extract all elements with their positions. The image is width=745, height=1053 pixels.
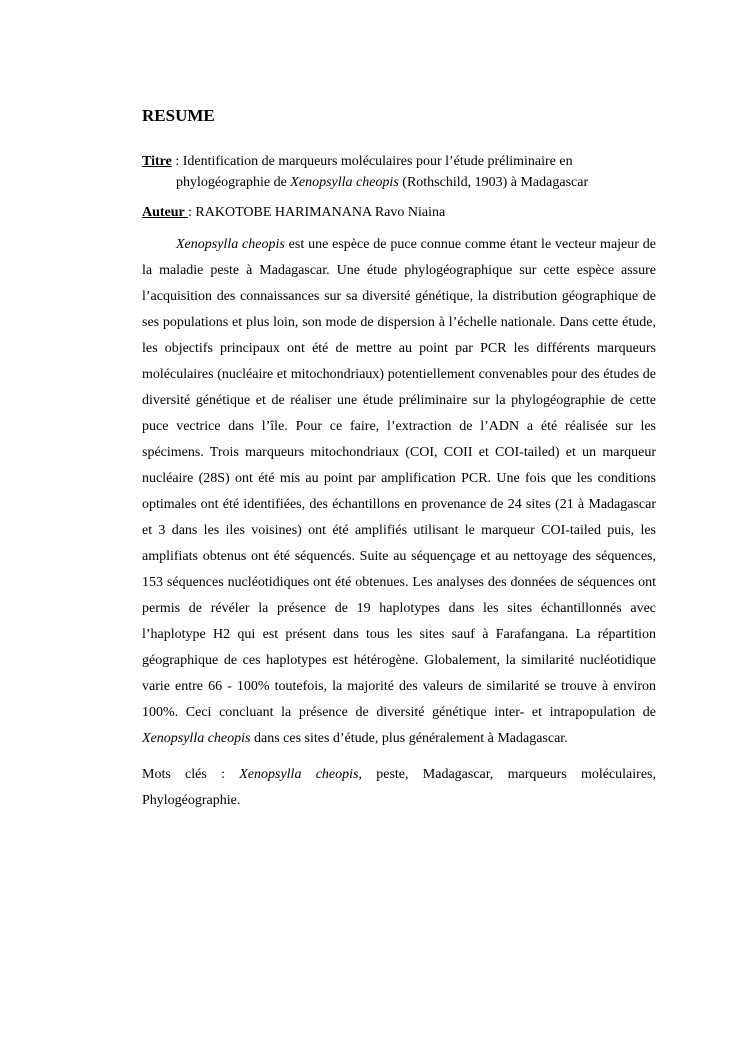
abstract-species-2: Xenopsylla cheopis — [142, 731, 251, 746]
author-separator: : — [188, 205, 196, 220]
abstract-text-2: dans ces sites d’étude, plus généralement à Madagascar. — [250, 731, 568, 746]
page-heading: RESUME — [142, 106, 215, 125]
title-species: Xenopsylla cheopis — [290, 175, 399, 190]
author-name: RAKOTOBE HARIMANANA Ravo Niaina — [195, 205, 446, 220]
title-text-pre: Identification de marqueurs moléculaires pour l’étude préliminaire en phylogéographie de — [176, 154, 573, 190]
abstract-species-1: Xenopsylla cheopis — [176, 237, 285, 252]
document-page — [142, 104, 656, 814]
abstract-text-1: est une espèce de puce connue comme étant le vecteur majeur de la maladie peste à Madagascar. Une étude phylogéographique sur cette espèce assure l’acquisition des connaissances sur sa diversité génétique, la distribution géographique de ses populations et plus loin, son mode de dispersion à l’échelle nationale. Dans cette étude, les objectifs principaux ont été de mettre au point par PCR les différents marqueurs moléculaires (nucléaire et mitochondriaux) potentiellement convenables pour des études de diversité génétique et de réaliser une étude préliminaire sur la phylogéographie de cette puce vectrice dans l’île. Pour ce faire, l’extraction de l’ADN a été réalisée sur les spécimens. Trois marqueurs mitochondriaux (COI, COII et COI-tailed) et un marqueur nucléaire (28S) ont été mis au point par amplification PCR. Une fois que les conditions optimales ont été identifiées, des échantillons en provenance de 24 sites (21 à Madagascar et 3 dans les iles voisines) ont été amplifiés utilisant le marqueur COI-tailed puis, les amplifiats obtenus ont été séquencés. Suite au séquençage et au nettoyage des séquences, 153 séquences nucléotidiques ont été obtenues. Les analyses des données de séquences ont permis de révéler la présence de 19 haplotypes dans les sites échantillonnés avec l’haplotype H2 qui est présent dans tous les sites sauf à Farafangana. La répartition géographique de ces haplotypes est hétérogène. Globalement, la similarité nucléotidique varie entre 66 - 100% toutefois, la majorité des valeurs de similarité se trouve à environ 100%. Ceci concluant la présence de diversité génétique inter- et intrapopulation de — [142, 237, 656, 720]
abstract-paragraph — [142, 232, 656, 752]
keywords-rest: , peste, Madagascar, marqueurs moléculaires, Phylogéographie. — [142, 767, 656, 808]
title-line — [142, 151, 656, 193]
keywords-species: Xenopsylla cheopis — [239, 767, 359, 782]
title-label: Titre — [142, 154, 172, 169]
author-label: Auteur — [142, 205, 189, 220]
keywords-label: Mots clés : — [142, 767, 240, 782]
title-separator: : — [171, 154, 183, 169]
author-line — [142, 202, 656, 223]
keywords-line — [142, 762, 656, 814]
title-text-post: (Rothschild, 1903) à Madagascar — [398, 175, 589, 190]
